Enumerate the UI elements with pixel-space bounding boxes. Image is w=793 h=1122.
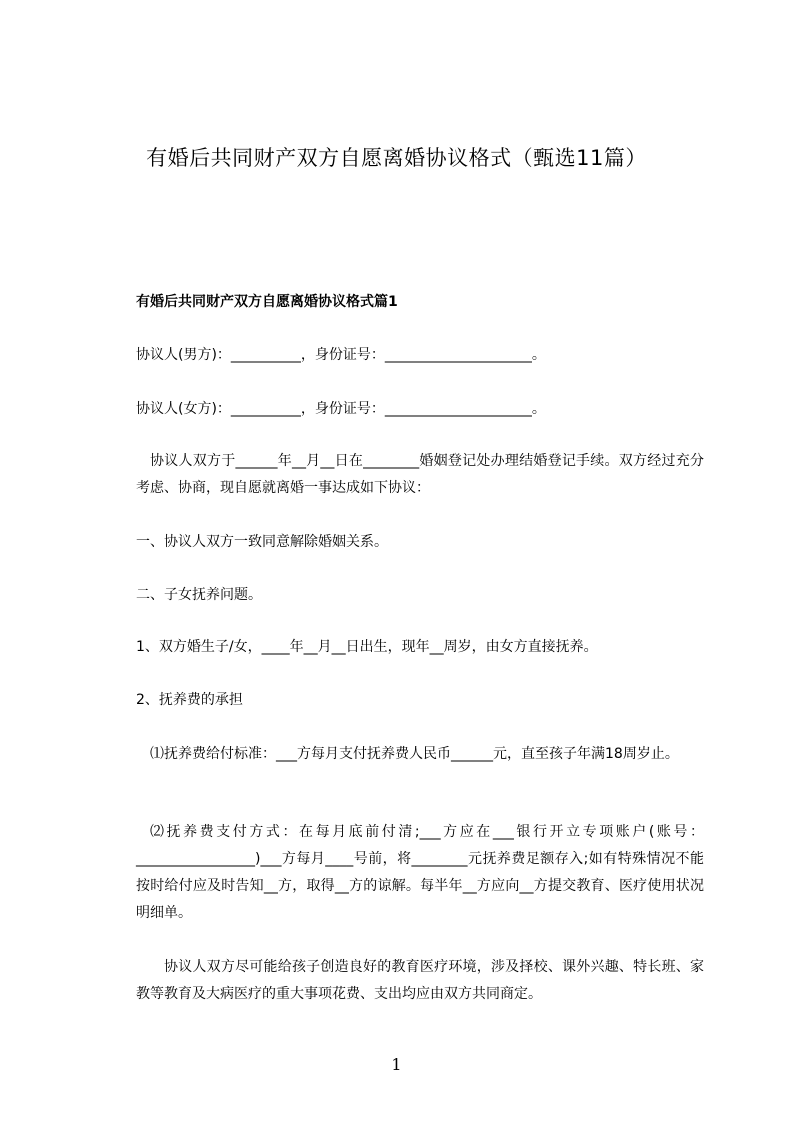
husband-info-line: 协议人(男方)：__________，身份证号：_____________________。 [136,347,546,363]
support-standard-paragraph: ⑴抚养费给付标准：___方每月支付抚养费人民币______元，直至孩子年满18周岁止。 [150,746,679,762]
wife-info-line: 协议人(女方)：__________，身份证号：_____________________。 [136,401,546,417]
child-custody-line: 1、双方婚生子/女，____年__月__日出生，现年__周岁，由女方直接抚养。 [136,639,598,655]
education-paragraph: 协议人双方尽可能给孩子创造良好的教育医疗环境，涉及择校、课外兴趣、特长班、家教等教育及大病医疗的重大事项花费、支出均应由双方共同商定。 [136,959,704,1002]
section-heading: 有婚后共同财产双方自愿离婚协议格式篇1 [136,294,398,310]
intro-paragraph: 协议人双方于______年__月__日在________婚姻登记处办理结婚登记手续。双方经过充分考虑、协商，现自愿就离婚一事达成如下协议： [136,453,704,496]
clause-one: 一、协议人双方一致同意解除婚姻关系。 [136,534,388,550]
clause-two: 二、子女抚养问题。 [136,587,262,603]
page-number: 1 [391,1055,402,1074]
document-title: 有婚后共同财产双方自愿离婚协议格式（甄选11篇） [146,146,647,170]
support-title: 2、抚养费的承担 [136,692,243,708]
support-method-paragraph: ⑵抚养费支付方式：在每月底前付清;___方应在___银行开立专项账户(账号：_________________)___方每月____号前，将________元抚养费足额存入;如有特殊情况不能按时给付应及时告知__方，取得__方的谅解。每半年__方应向__方提交教育、医疗使用状况明细单。 [136,824,704,921]
